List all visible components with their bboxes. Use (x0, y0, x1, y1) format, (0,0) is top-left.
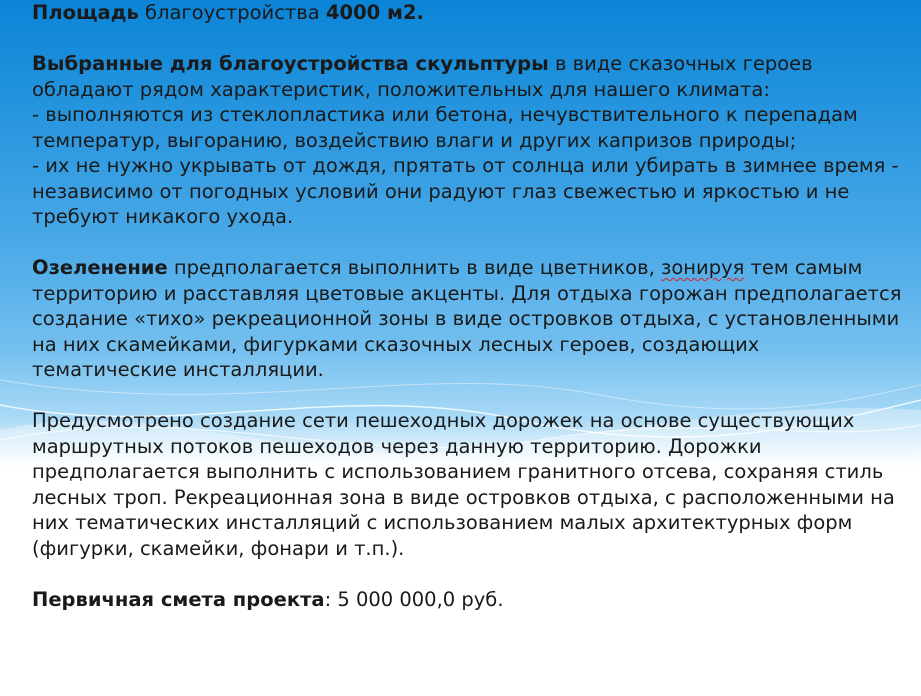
slide-content (32, 0, 902, 612)
area-value: 4000 м2. (325, 1, 424, 24)
estimate-paragraph (32, 587, 902, 613)
greening-heading: Озеленение (32, 256, 168, 279)
spacer (32, 230, 902, 256)
spacer (32, 26, 902, 52)
spellcheck-word: зонируя (660, 256, 745, 279)
area-label: Площадь (32, 1, 139, 24)
sculptures-intro: в виде сказочных героев обладают рядом характеристик, положительных для нашего климата: (32, 52, 813, 101)
sculptures-heading: Выбранные для благоустройства скульптуры (32, 52, 549, 75)
spacer (32, 561, 902, 587)
greening-paragraph (32, 255, 902, 383)
estimate-value: 5 000 000,0 руб. (331, 587, 504, 611)
spacer (32, 383, 902, 409)
sculptures-paragraph (32, 51, 902, 102)
estimate-label: Первичная смета проекта (32, 587, 325, 611)
greening-text-a: предполагается выполнить в виде цветников, (167, 256, 661, 279)
sculptures-item-2: - их не нужно укрывать от дождя, прятать от солнца или убирать в зимнее время - независимо от погодных условий они радуют глаз свежестью и яркостью и не требуют никакого ухода. (32, 154, 899, 228)
area-paragraph (32, 0, 902, 26)
sculptures-item-1: - выполняются из стеклопластика или бетона, нечувствительного к перепадам температур, выгоранию, воздействию влаги и других капризов природы; (32, 103, 858, 152)
greening-text-b: тем самым территорию и расставляя цветовые акценты. Для отдыха горожан предполагается создание «тихо» рекреационной зоны в виде островков отдыха, с установленными на них скамейками, фигурками сказочных лесных героев, создающих тематические инсталляции. (32, 256, 902, 381)
paths-paragraph: Предусмотрено создание сети пешеходных дорожек на основе существующих маршрутных потоков пешеходов через данную территорию. Дорожки предполагается выполнить с использованием гранитного отсева, сохраняя стиль лесных троп. Рекреационная зона в виде островков отдыха, с расположенными на них тематических инсталляций с использованием малых архитектурных форм (фигурки, скамейки, фонари и т.п.). (32, 409, 895, 560)
estimate-colon: : (324, 587, 332, 611)
area-text: благоустройства (138, 1, 326, 24)
